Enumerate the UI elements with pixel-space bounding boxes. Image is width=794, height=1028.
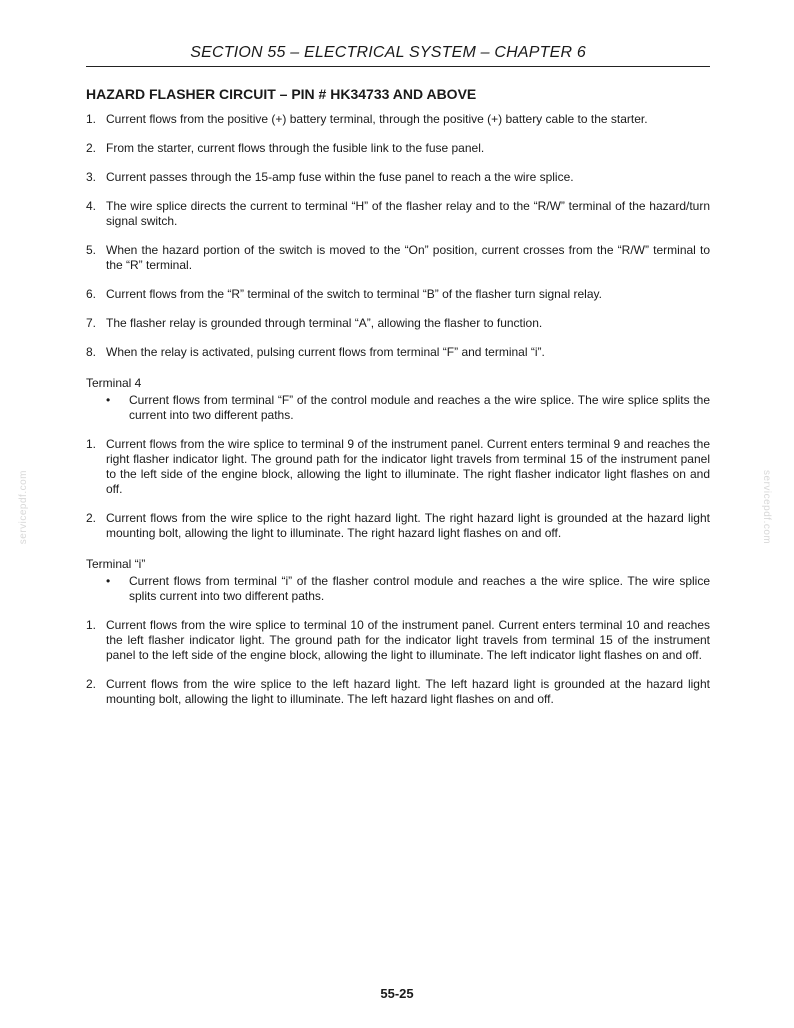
terminal-f-label: Terminal 4	[86, 376, 142, 390]
step-text: Current passes through the 15-amp fuse within the fuse panel to reach a the wire splice.	[106, 170, 574, 184]
step-number: 5.	[86, 243, 97, 257]
step-item	[86, 677, 710, 707]
step-text: Current flows from the positive (+) battery terminal, through the positive (+) battery cable to the starter.	[106, 112, 648, 126]
step-number: 3.	[86, 170, 97, 184]
step-text: When the relay is activated, pulsing current flows from terminal “F” and terminal “i”.	[106, 345, 545, 359]
bullet-text: Current flows from terminal “i” of the flasher control module and reaches a the wire splice. The wire splice splits current into two different paths.	[129, 574, 710, 603]
watermark-left: servicepdf.com	[18, 470, 29, 545]
step-item	[86, 618, 710, 663]
step-item	[86, 345, 710, 360]
step-text: Current flows from the wire splice to the left hazard light. The left hazard light is grounded at the hazard light mounting bolt, allowing the light to illuminate. The left hazard light flashes on and off.	[106, 677, 710, 706]
bullet-marker: •	[106, 574, 111, 588]
step-number: 2.	[86, 511, 97, 525]
step-text: The wire splice directs the current to terminal “H” of the flasher relay and to the “R/W” terminal of the hazard/turn signal switch.	[106, 199, 710, 228]
step-item	[86, 199, 710, 229]
step-text: Current flows from the wire splice to the right hazard light. The right hazard light is grounded at the hazard light mounting bolt, allowing the light to illuminate. The right hazard light flashes on and off.	[106, 511, 710, 540]
step-number: 2.	[86, 677, 97, 691]
step-number: 4.	[86, 199, 97, 213]
step-item	[86, 287, 710, 302]
page-number: 55-25	[380, 986, 414, 1001]
section-title: HAZARD FLASHER CIRCUIT – PIN # HK34733 AND ABOVE	[86, 86, 477, 102]
step-text: Current flows from the “R” terminal of the switch to terminal “B” of the flasher turn signal relay.	[106, 287, 602, 301]
bullet-item	[86, 574, 710, 604]
step-number: 6.	[86, 287, 97, 301]
step-item	[86, 316, 710, 331]
step-number: 1.	[86, 437, 97, 451]
step-number: 7.	[86, 316, 97, 330]
step-text: When the hazard portion of the switch is moved to the “On” position, current crosses from the “R/W” terminal to the “R” terminal.	[106, 243, 710, 272]
section-header-title: SECTION 55 – ELECTRICAL SYSTEM – CHAPTER 6	[190, 44, 586, 61]
step-item	[86, 141, 710, 156]
step-item	[86, 243, 710, 273]
step-item	[86, 112, 710, 127]
step-text: Current flows from the wire splice to terminal 10 of the instrument panel. Current enters terminal 10 and reaches the left flasher indicator light. The ground path for the indicator light travels from terminal 15 of the instrument panel to the left side of the engine block, allowing the light to illuminate. The left indicator light flashes on and off.	[106, 618, 710, 662]
step-item	[86, 511, 710, 541]
step-item	[86, 170, 710, 185]
step-text: The flasher relay is grounded through terminal “A”, allowing the flasher to function.	[106, 316, 543, 330]
page-header	[86, 44, 710, 67]
bullet-item	[86, 393, 710, 423]
step-text: Current flows from the wire splice to terminal 9 of the instrument panel. Current enters terminal 9 and reaches the right flasher indicator light. The ground path for the indicator light travels from terminal 15 of the instrument panel to the left side of the engine block, allowing the light to illuminate. The right flasher indicator light flashes on and off.	[106, 437, 710, 496]
step-number: 8.	[86, 345, 97, 359]
step-number: 2.	[86, 141, 97, 155]
step-text: From the starter, current flows through the fusible link to the fuse panel.	[106, 141, 485, 155]
step-item	[86, 437, 710, 497]
bullet-text: Current flows from terminal “F” of the control module and reaches a the wire splice. The wire splice splits the current into two different paths.	[129, 393, 710, 422]
step-number: 1.	[86, 112, 97, 126]
watermark-right: servicepdf.com	[761, 470, 772, 545]
page-content	[86, 86, 710, 707]
step-number: 1.	[86, 618, 97, 632]
terminal-i-label: Terminal “i”	[86, 557, 146, 571]
bullet-marker: •	[106, 393, 111, 407]
